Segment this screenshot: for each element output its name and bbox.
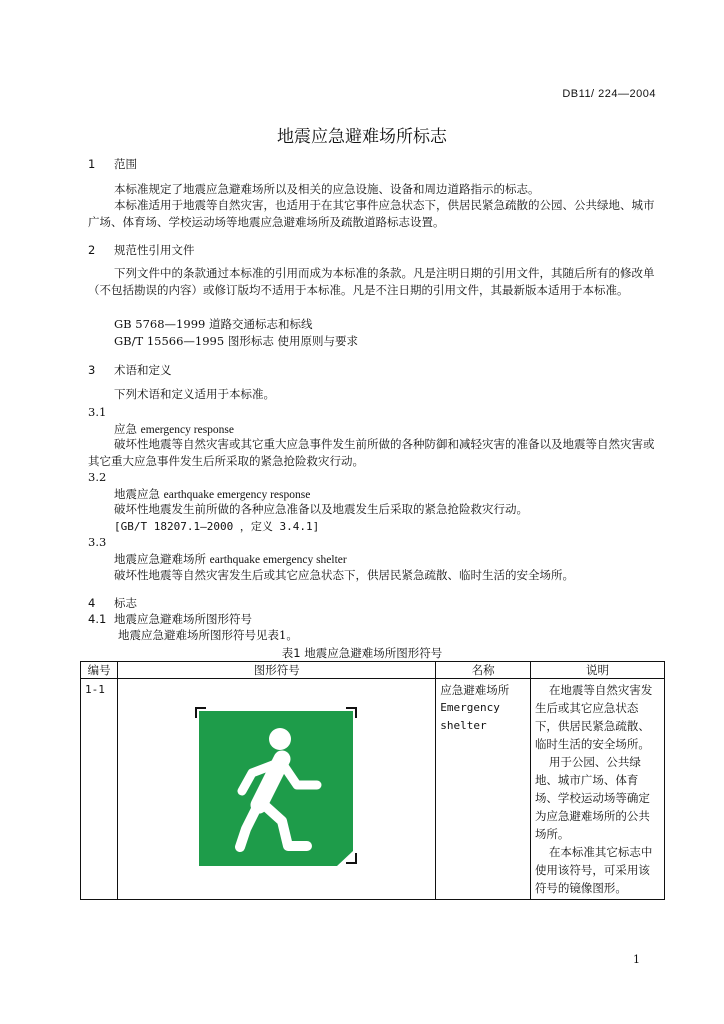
- symbol-name-cell: [436, 679, 531, 900]
- section-1-paragraph-2: 本标准适用于地震等自然灾害，也适用于在其它事件应急状态下，供居民紧急疏散的公园、公共绿地、城市广场、体育场、学校运动场等地震应急避难场所及疏散道路标志设置。: [88, 198, 655, 229]
- section-3-heading: 3 术语和定义: [88, 363, 172, 377]
- description-3: 在本标准其它标志中使用该符号，可采用该符号的镜像图形。: [534, 845, 653, 895]
- section-1-heading: 1 范围: [88, 157, 137, 171]
- table-caption: 表1 地震应急避难场所图形符号: [281, 646, 443, 660]
- table-header-row: [81, 662, 665, 679]
- header-symbol: 图形符号: [118, 662, 436, 679]
- term-3-1: 应急 emergency response: [114, 422, 235, 436]
- term-3-1-definition: 破坏性地震等自然灾害或其它重大应急事件发生前所做的各种防御和减轻灾害的准备以及地震等自然灾害或其它重大应急事件发生后所采取的紧急抢险救灾行动。: [88, 437, 655, 468]
- term-3-3: 地震应急避难场所 earthquake emergency shelter: [114, 552, 347, 566]
- symbol-table: [80, 661, 665, 900]
- page-number: 1: [633, 953, 640, 966]
- reference-2: GB/T 15566—1995 图形标志 使用原则与要求: [114, 334, 358, 348]
- section-4-1-heading: 4.1 地震应急避难场所图形符号: [88, 612, 252, 626]
- table-row: [81, 679, 665, 900]
- term-3-1-number: 3.1: [88, 405, 107, 419]
- section-3-intro: 下列术语和定义适用于本标准。: [114, 387, 275, 401]
- page-title: 地震应急避难场所标志: [277, 127, 447, 147]
- header-name: 名称: [436, 662, 531, 679]
- name-chinese: 应急避难场所: [440, 683, 510, 697]
- term-3-3-number: 3.3: [88, 535, 107, 549]
- term-3-2-number: 3.2: [88, 470, 107, 484]
- running-person-icon: [122, 681, 412, 891]
- term-3-2: 地震应急 earthquake emergency response: [114, 487, 311, 501]
- name-english-2: shelter: [440, 719, 487, 732]
- section-1-paragraph-1: 本标准规定了地震应急避难场所以及相关的应急设施、设备和周边道路指示的标志。: [114, 182, 540, 196]
- name-english-1: Emergency: [440, 701, 500, 714]
- description-2: 用于公园、公共绿地、城市广场、体育场、学校运动场等确定为应急避难场所的公共场所。: [534, 755, 650, 841]
- section-4-1-text: 地震应急避难场所图形符号见表1。: [118, 628, 298, 642]
- header-id: 编号: [81, 662, 118, 679]
- term-3-2-reference: [GB/T 18207.1—2000 ，定义 3.4.1]: [114, 520, 320, 533]
- reference-1: GB 5768—1999 道路交通标志和标线: [114, 317, 313, 331]
- term-3-2-definition: 破坏性地震发生前所做的各种应急准备以及地震发生后采取的紧急抢险救灾行动。: [114, 502, 528, 516]
- description-1: 在地震等自然灾害发生后或其它应急状态下，供居民紧急疏散、临时生活的安全场所。: [534, 683, 653, 751]
- description-cell: [530, 679, 664, 900]
- section-4-heading: 4 标志: [88, 596, 137, 610]
- section-2-paragraph: 下列文件中的条款通过本标准的引用而成为本标准的条款。凡是注明日期的引用文件，其随后所有的修改单（不包括勘误的内容）或修订版均不适用于本标准。凡是不注日期的引用文件，其最新版本适用于本标准。: [88, 266, 655, 297]
- header-description: 说明: [530, 662, 664, 679]
- section-2-heading: 2 规范性引用文件: [88, 243, 195, 257]
- term-3-3-definition: 破坏性地震等自然灾害发生后或其它应急状态下，供居民紧急疏散、临时生活的安全场所。: [114, 568, 574, 582]
- document-id: DB11/ 224—2004: [562, 88, 656, 100]
- symbol-cell: [118, 679, 436, 900]
- row-id: 1-1: [81, 679, 118, 900]
